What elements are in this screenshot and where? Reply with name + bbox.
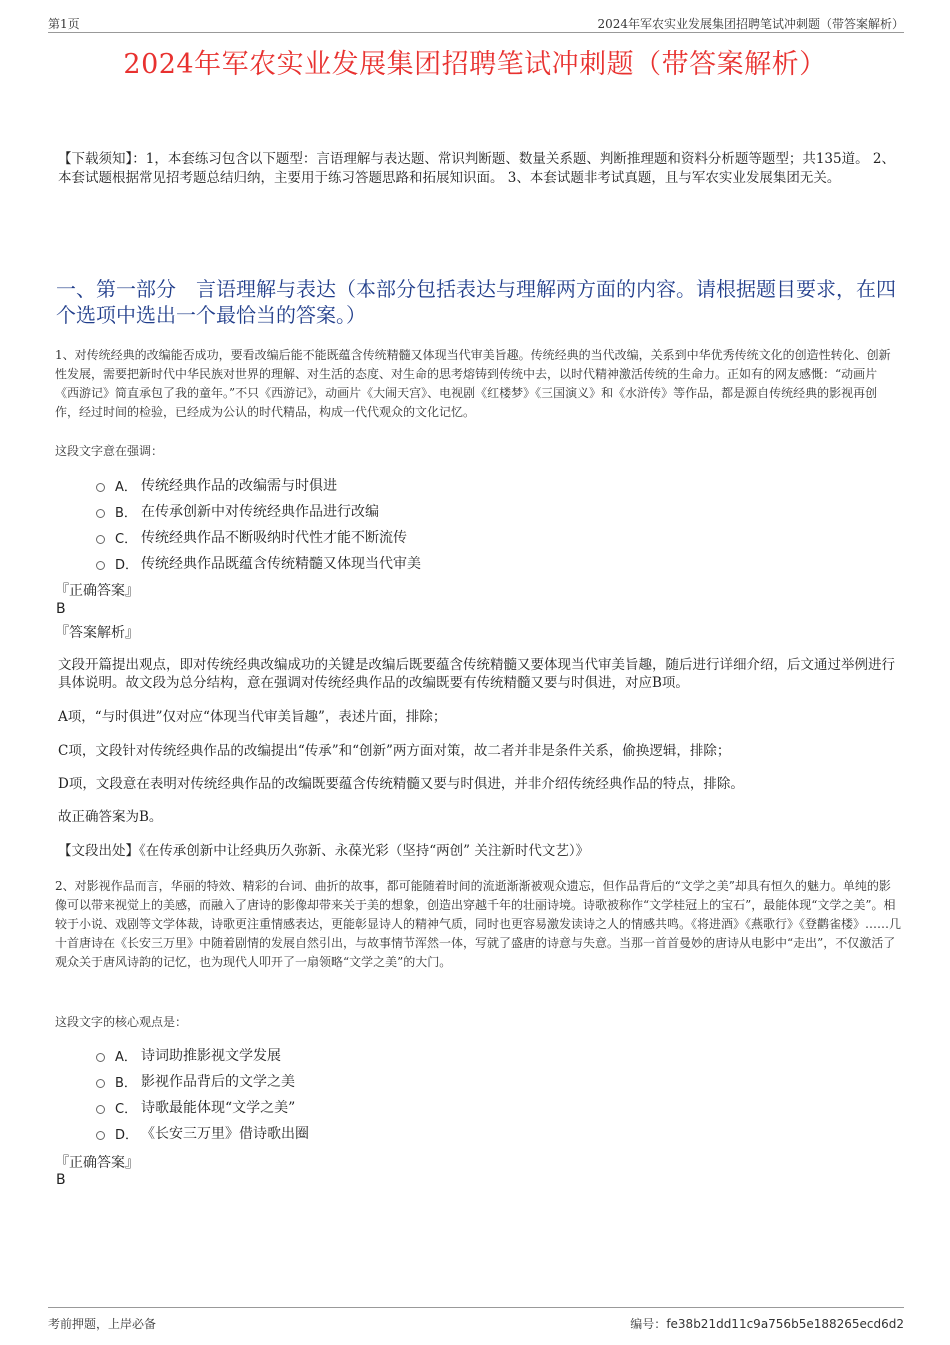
- question-2-option-d[interactable]: D． 《长安三万里》借诗歌出圈: [96, 1120, 796, 1146]
- question-2-stem: 2、对影视作品而言，华丽的特效、精彩的台词、曲折的故事，都可能随着时间的流逝渐渐被观众遗忘，但作品背后的“文学之美”却具有恒久的魅力。单纯的影像可以带来视觉上的美感，而融入了唐诗的影像却带来关于美的想象，创造出穿越千年的壮丽诗境。诗歌被称作“文学桂冠上的宝石”，最能体现“文学之美”。相较于小说、戏剧等文学体裁，诗歌更注重情感表达，更能彰显诗人的精神气质，同时也更容易激发读诗之人的情感共鸣。《将进酒》《燕歌行》《登鹳雀楼》……几十首唐诗在《长安三万里》中随着剧情的发展自然引出，与故事情节浑然一体，写就了盛唐的诗意与失意。当那一首首曼妙的唐诗从电影中“走出”，不仅激活了观众关于唐风诗韵的记忆，也为现代人叩开了一扇领略“文学之美”的大门。: [55, 879, 902, 969]
- question-2-option-a[interactable]: A． 诗词助推影视文学发展: [96, 1042, 796, 1068]
- question-2-option-c[interactable]: C． 诗歌最能体现“文学之美”: [96, 1094, 796, 1120]
- analysis-paragraph: C项，文段针对传统经典作品的改编提出“传承”和“创新”两方面对策，故二者并非是条件关系，偷换逻辑，排除；: [58, 743, 731, 759]
- radio-icon[interactable]: [96, 1131, 105, 1140]
- section-heading: 一、第一部分 言语理解与表达（本部分包括表达与理解两方面的内容。请根据题目要求，在四个选项中选出一个最恰当的答案。）: [56, 277, 896, 327]
- radio-icon[interactable]: [96, 483, 105, 492]
- question-1-options: [96, 472, 796, 576]
- question-2-answer-label: 『正确答案』: [55, 1155, 139, 1171]
- question-1-prompt: 这段文字意在强调：: [55, 444, 164, 458]
- question-1-answer: B: [56, 601, 66, 617]
- radio-icon[interactable]: [96, 509, 105, 518]
- analysis-paragraph: 文段开篇提出观点，即对传统经典改编成功的关键是改编后既要蕴含传统精髓又要体现当代审美旨趣，随后进行详细介绍，后文通过举例进行具体说明。故文段为总分结构，意在强调对传统经典作品的改编既要有传统精髓又要与时俱进，对应B项。: [58, 657, 895, 691]
- document-title: 2024年军农实业发展集团招聘笔试冲刺题（带答案解析）: [123, 49, 827, 80]
- question-1-option-d[interactable]: D． 传统经典作品既蕴含传统精髓又体现当代审美: [96, 550, 796, 576]
- radio-icon[interactable]: [96, 535, 105, 544]
- footer-code-label: 编号：: [630, 1317, 667, 1331]
- radio-icon[interactable]: [96, 1053, 105, 1062]
- footer-code-value: fe38b21dd11c9a756b5e188265ecd6d2: [666, 1317, 904, 1331]
- footer-code: [630, 1315, 904, 1332]
- question-2-answer: B: [56, 1172, 66, 1188]
- radio-icon[interactable]: [96, 1079, 105, 1088]
- question-1-option-a[interactable]: A． 传统经典作品的改编需与时俱进: [96, 472, 796, 498]
- analysis-paragraph: D项，文段意在表明对传统经典作品的改编既要蕴含传统精髓又要与时俱进，并非介绍传统经典作品的特点，排除。: [58, 776, 744, 792]
- question-2-option-b[interactable]: B． 影视作品背后的文学之美: [96, 1068, 796, 1094]
- analysis-paragraph: A项，“与时俱进”仅对应“体现当代审美旨趣”，表述片面，排除；: [58, 709, 447, 725]
- question-2-options: [96, 1042, 796, 1146]
- question-1-answer-label: 『正确答案』: [55, 583, 139, 599]
- page-header: [48, 12, 904, 33]
- page-footer: [48, 1307, 904, 1334]
- question-1-analysis-label: 『答案解析』: [55, 625, 139, 641]
- footer-slogan: 考前押题，上岸必备: [48, 1317, 157, 1331]
- download-notice: 【下载须知】：1，本套练习包含以下题型：言语理解与表达题、常识判断题、数量关系题、判断推理题和资料分析题等题型；共135道。 2、本套试题根据常见招考题总结归纳，主要用于练习答题思路和拓展知识面。 3、本套试题非考试真题，且与军农实业发展集团无关。: [58, 151, 895, 186]
- question-1-stem: 1、对传统经典的改编能否成功，要看改编后能不能既蕴含传统精髓又体现当代审美旨趣。传统经典的当代改编，关系到中华优秀传统文化的创造性转化、创新性发展，需要把新时代中华民族对世界的理解、对生活的态度、对生命的思考熔铸到传统中去，以时代精神激活传统的生命力。正如有的网友感慨：“动画片《西游记》简直承包了我的童年。”不只《西游记》，动画片《大闹天宫》、电视剧《红楼梦》《三国演义》和《水浒传》等作品，都是源自传统经典的影视再创作，经过时间的检验，已经成为公认的时代精品，构成一代代观众的文化记忆。: [55, 348, 891, 419]
- question-1-option-b[interactable]: B． 在传承创新中对传统经典作品进行改编: [96, 498, 796, 524]
- radio-icon[interactable]: [96, 1105, 105, 1114]
- question-2-prompt: 这段文字的核心观点是：: [55, 1015, 188, 1029]
- analysis-source: 【文段出处】《在传承创新中让经典历久弥新、永葆光彩（坚持“两创” 关注新时代文艺）》: [58, 843, 590, 859]
- header-doc-name: 2024年军农实业发展集团招聘笔试冲刺题（带答案解析）: [597, 17, 904, 31]
- page-number: 第1页: [48, 17, 80, 31]
- analysis-conclusion: 故正确答案为B。: [58, 809, 163, 825]
- question-1-option-c[interactable]: C． 传统经典作品不断吸纳时代性才能不断流传: [96, 524, 796, 550]
- radio-icon[interactable]: [96, 561, 105, 570]
